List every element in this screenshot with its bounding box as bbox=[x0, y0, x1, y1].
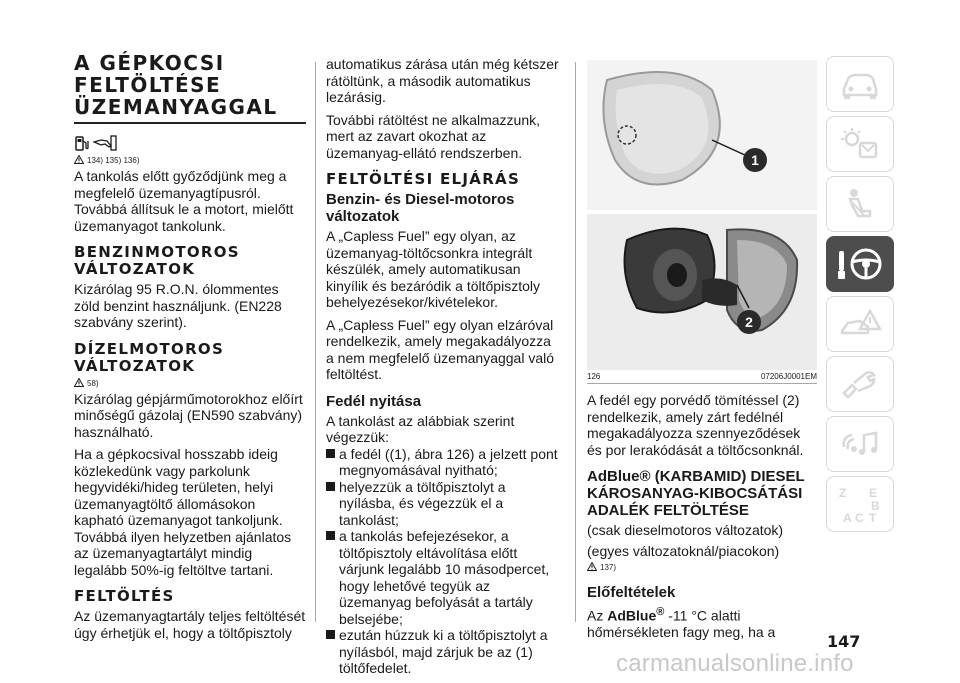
adblue-brand: AdBlue bbox=[607, 607, 657, 624]
adblue-heading-line-3: ADALÉK FELTÖLTÉSE bbox=[587, 502, 749, 519]
fuel-pump-icon bbox=[74, 134, 90, 152]
figure-code: 07206J0001EM bbox=[760, 372, 817, 381]
seal-paragraph: A fedél egy porvédő tömítéssel (2) rendelkezik, amely zárt fedélnél megakadályozza szennyeződések és por lerakódását a töltőcsonknál. bbox=[587, 392, 804, 458]
adblue-heading-line-1: AdBlue® (KARBAMID) DIESEL bbox=[587, 468, 805, 485]
tab-starting-driving[interactable] bbox=[826, 236, 894, 292]
warning-triangle-icon bbox=[74, 155, 84, 164]
column-divider-left bbox=[315, 62, 316, 622]
car-dashboard-icon bbox=[838, 67, 882, 101]
warning-reference-3-text: 137) bbox=[600, 563, 617, 572]
index-letter-c: C bbox=[855, 511, 864, 524]
filling-continued-paragraph: automatikus zárása után még kétszer rátöltünk, a második automatikus lezárásig. bbox=[326, 56, 559, 105]
tab-emergency[interactable] bbox=[826, 296, 894, 352]
fuel-type-icons bbox=[74, 130, 306, 152]
list-item-text: a tankolás befejezésekor, a töltőpisztoly eltávolítása előtt várjunk legalább 10 másodpercet, hogy lehetővé tegyük az üzemanyag befolyását a tartály belsejébe; bbox=[339, 528, 550, 627]
watermark: carmanualsonline.info bbox=[616, 650, 854, 677]
capless-paragraph-1: A „Capless Fuel” egy olyan, az üzemanyag-töltőcsonkra integrált készülék, amely automatikusan kinyílik és bezáródik a töltőpisztoly behelyezésekor/kivételekor. bbox=[326, 228, 540, 310]
warning-reference-2 bbox=[74, 378, 306, 390]
filling-heading: FELTÖLTÉS bbox=[74, 587, 175, 605]
tab-lights[interactable] bbox=[826, 116, 894, 172]
chapter-tabs bbox=[826, 56, 894, 536]
registered-mark: ® bbox=[656, 606, 665, 618]
adblue-heading-line-2: KÁROSANYAG-KIBOCSÁTÁSI bbox=[587, 485, 803, 502]
bullet-icon bbox=[326, 531, 335, 540]
bullet-icon bbox=[326, 482, 335, 491]
wrench-maintenance-icon bbox=[838, 367, 882, 401]
index-letter-b: B bbox=[871, 499, 880, 513]
callout-1: 1 bbox=[751, 152, 759, 168]
list-item bbox=[326, 528, 562, 627]
procedure-heading: FELTÖLTÉSI ELJÁRÁS bbox=[326, 170, 521, 188]
petrol-heading-line-1: BENZINMOTOROS bbox=[74, 243, 240, 261]
prereq-text-end: -11 °C alatti hőmérsékleten fagy meg, ha a bbox=[587, 607, 776, 641]
key-steering-wheel-icon bbox=[835, 245, 885, 283]
index-letter-e: E bbox=[869, 486, 878, 500]
adblue-heading bbox=[587, 468, 817, 519]
opening-lid-subheading: Fedél nyitása bbox=[326, 392, 422, 410]
warning-triangle-icon bbox=[74, 378, 84, 387]
diesel-paragraph-2: Ha a gépkocsival hosszabb ideig közlekedünk vagy parkolunk hegyvidéki/hideg területen, helyi üzemanyagtöltő állomásokon kapható üzemanyagot tankoljunk. Továbbá ilyen helyzetben ajánlatos az üzemanyagtartályt mindig legalább 50%-ig feltöltve tartani. bbox=[74, 446, 292, 578]
capless-paragraph-2: A „Capless Fuel” egy olyan elzáróval rendelkezik, amely megakadályozza a nem megfelelő üzemanyaggal való feltöltést. bbox=[326, 316, 555, 382]
index-letter-a: A bbox=[843, 511, 852, 524]
filling-paragraph: Az üzemanyagtartály teljes feltöltését úgy érhetjük el, hogy a töltőpisztoly bbox=[74, 608, 306, 641]
tab-index[interactable] bbox=[826, 476, 894, 532]
petrol-paragraph: Kizárólag 95 R.O.N. ólommentes zöld benzint használjunk. (EN228 szabvány szerint). bbox=[74, 281, 282, 330]
petrol-heading bbox=[74, 244, 306, 278]
page-number: 147 bbox=[827, 632, 861, 651]
list-item bbox=[326, 627, 562, 677]
main-title bbox=[74, 52, 306, 124]
fuel-lid-illustration bbox=[587, 60, 817, 370]
prereq-text-start: Az bbox=[587, 607, 608, 624]
warning-reference-3 bbox=[587, 562, 817, 574]
index-letter-z: Z bbox=[839, 486, 847, 500]
prerequisites-subheading: Előfeltételek bbox=[587, 584, 676, 601]
diesel-heading-line-1: DÍZELMOTOROS bbox=[74, 339, 225, 358]
list-item-text: a fedél ((1), ábra 126) a jelzett pont megnyomásával nyitható; bbox=[339, 445, 558, 478]
engine-variants-subheading-line-1: Benzin- és Diesel-motoros bbox=[326, 191, 515, 208]
engine-variants-subheading bbox=[326, 191, 562, 225]
sun-lights-icon bbox=[838, 127, 882, 161]
diesel-heading-line-2: VÁLTOZATOK bbox=[74, 356, 196, 375]
tab-safety[interactable] bbox=[826, 176, 894, 232]
column-1 bbox=[74, 52, 306, 641]
main-title-line-3: ÜZEMANYAGGAL bbox=[74, 95, 278, 119]
list-item-text: helyezzük a töltőpisztolyt a nyílásba, és végezzük el a tankolást; bbox=[339, 478, 506, 528]
warning-reference-1 bbox=[74, 155, 306, 167]
no-extra-refill-paragraph: További rátöltést ne alkalmazzunk, mert az zavart okozhat az üzemanyag-ellátó rendszerben. bbox=[326, 111, 540, 161]
warning-reference-2-text: 58) bbox=[87, 378, 99, 388]
seat-safety-icon bbox=[838, 187, 882, 221]
figure-caption bbox=[587, 370, 817, 384]
petrol-heading-line-2: VÁLTOZATOK bbox=[74, 260, 196, 278]
callout-2: 2 bbox=[745, 314, 753, 330]
column-2 bbox=[326, 56, 562, 677]
list-item bbox=[326, 446, 562, 479]
column-3 bbox=[587, 60, 817, 641]
list-item bbox=[326, 479, 562, 529]
warning-reference-1-text: 134) 135) 136) bbox=[87, 156, 140, 165]
music-navigation-icon bbox=[838, 427, 882, 461]
tab-dashboard[interactable] bbox=[826, 56, 894, 112]
main-title-line-2: FELTÖLTÉSE bbox=[74, 73, 222, 97]
diesel-only-note: (csak dieselmotoros változatok) bbox=[587, 522, 784, 538]
list-item-text: ezután húzzuk ki a töltőpisztolyt a nyílásból, majd zárjuk be az (1) töltőfedelet. bbox=[339, 627, 548, 676]
index-letter-t: T bbox=[869, 511, 877, 524]
main-title-line-1: A GÉPKOCSI bbox=[74, 51, 225, 75]
warning-crash-icon bbox=[838, 307, 882, 341]
bullet-icon bbox=[326, 449, 335, 458]
column-divider-right bbox=[575, 62, 576, 622]
figure-number: 126 bbox=[587, 372, 601, 381]
prerequisites-paragraph bbox=[587, 604, 817, 641]
opening-lid-intro: A tankolást az alábbiak szerint végezzük: bbox=[326, 412, 515, 445]
warning-triangle-icon bbox=[587, 562, 597, 571]
figure-126 bbox=[587, 60, 817, 370]
fuel-nozzle-icon bbox=[93, 134, 117, 152]
market-note: (egyes változatoknál/piacokon) bbox=[587, 542, 780, 559]
tab-maintenance[interactable] bbox=[826, 356, 894, 412]
engine-variants-subheading-line-2: változatok bbox=[326, 208, 400, 225]
diesel-heading bbox=[74, 341, 306, 375]
tab-multimedia[interactable] bbox=[826, 416, 894, 472]
intro-paragraph: A tankolás előtt győződjünk meg a megfelelő üzemanyagtípusról. Továbbá állítsuk le a motort, mielőtt üzemanyagot tankolunk. bbox=[74, 168, 294, 234]
diesel-paragraph-1: Kizárólag gépjárműmotorokhoz előírt minőségű gázolaj (EN590 szabvány) használható. bbox=[74, 390, 303, 440]
bullet-icon bbox=[326, 630, 335, 639]
alphabet-index-icon bbox=[835, 484, 885, 524]
